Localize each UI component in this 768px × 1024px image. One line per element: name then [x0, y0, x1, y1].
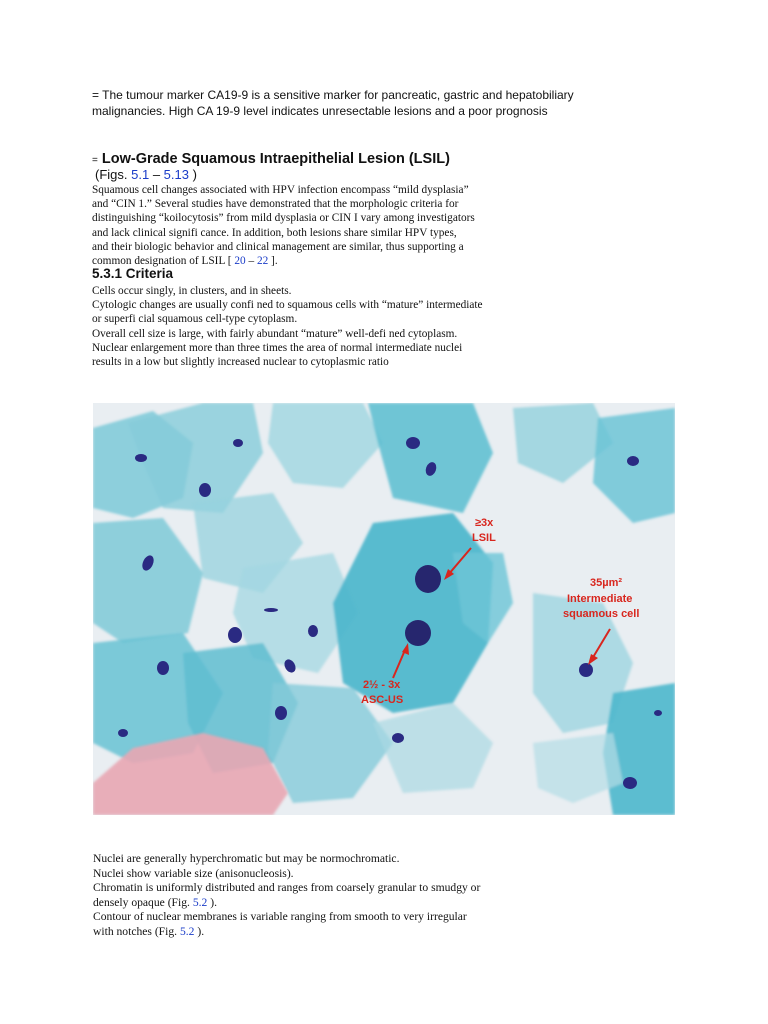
text: ).: [207, 895, 217, 909]
figure-reference: [95, 167, 197, 182]
nucleus: [157, 661, 169, 675]
label-intermediate-size: 35µm²: [590, 577, 623, 589]
paragraph-line: Nuclei are generally hyperchromatic but may be normochromatic.: [93, 852, 400, 865]
paragraph-line: Cytologic changes are usually confi ned to squamous cells with “mature” intermediate: [92, 299, 483, 312]
nucleus: [392, 733, 404, 743]
ref-link-start[interactable]: 20: [234, 255, 246, 268]
paragraph-line: Chromatin is uniformly distributed and ranges from coarsely granular to smudgy or: [93, 881, 481, 895]
paragraph-line: or superfi cial squamous cell-type cytoplasm.: [92, 313, 298, 326]
paragraph-line: Contour of nuclear membranes is variable ranging from smooth to very irregular: [93, 910, 467, 924]
text: ).: [194, 924, 205, 938]
heading-title: Low-Grade Squamous Intraepithelial Lesion (LSIL): [101, 151, 450, 167]
label-intermediate: Intermediate: [567, 593, 633, 605]
paragraph-line: results in a low but slightly increased nuclear to cytoplasmic ratio: [92, 356, 389, 369]
paragraph-line: and lack clinical signifi cance. In addition, both lesions share similar HPV types,: [92, 226, 457, 239]
lsil-nucleus: [415, 565, 441, 593]
paragraph-line: Nuclei show variable size (anisonucleosis).: [93, 866, 294, 880]
nucleus: [406, 437, 420, 449]
intro-line: malignancies. High CA 19-9 level indicates unresectable lesions and a poor prognosis: [92, 104, 548, 118]
nucleus: [308, 625, 318, 637]
paragraph-line: Cells occur singly, in clusters, and in sheets.: [92, 285, 292, 297]
figs-prefix: (Figs.: [95, 167, 132, 182]
cytology-micrograph: [93, 403, 675, 815]
nucleus: [199, 483, 211, 497]
figs-suffix: ): [188, 167, 197, 182]
nucleus: [135, 454, 147, 462]
fig-link[interactable]: 5.2: [179, 924, 195, 938]
text: common designation of LSIL [: [92, 255, 235, 268]
fig-link-end[interactable]: 5.13: [163, 167, 189, 182]
section-heading-criteria: 5.3.1 Criteria: [92, 266, 174, 281]
fig-link-start[interactable]: 5.1: [131, 167, 150, 182]
text: –: [245, 255, 257, 268]
paragraph-line: [93, 896, 563, 911]
label-ascus: ASC-US: [361, 694, 404, 706]
text: densely opaque (Fig.: [93, 895, 193, 909]
section-heading-lsil: [92, 151, 450, 167]
nucleus: [627, 456, 639, 466]
label-lsil-ratio: ≥3x: [475, 517, 494, 529]
lsil-nucleus: [405, 620, 431, 646]
paragraph-line: Overall cell size is large, with fairly abundant “mature” well-defi ned cytoplasm.: [92, 327, 458, 340]
ref-link-end[interactable]: 22: [256, 255, 269, 268]
figs-dash: –: [149, 167, 164, 182]
nucleus: [654, 710, 662, 716]
paragraph-line: distinguishing “koilocytosis” from mild dysplasia or CIN I vary among investigators: [92, 212, 475, 225]
paragraph-line: Nuclear enlargement more than three times the area of normal intermediate nuclei: [92, 341, 463, 354]
nucleus: [228, 627, 242, 643]
nucleus: [118, 729, 128, 737]
heading-bullet: =: [92, 155, 98, 166]
criteria-paragraph: [92, 284, 562, 369]
nucleus: [233, 439, 243, 447]
text: with notches (Fig.: [93, 924, 180, 938]
paragraph-line: and their biologic behavior and clinical management are similar, thus supporting a: [92, 240, 464, 253]
paragraph-line: [93, 925, 563, 940]
text: ].: [268, 255, 278, 268]
intro-paragraph: [92, 87, 692, 119]
label-squamous-cell: squamous cell: [563, 608, 640, 620]
nuclei-paragraph: [93, 852, 563, 940]
label-lsil: LSIL: [472, 532, 496, 544]
lsil-paragraph: [92, 183, 562, 268]
nucleus: [623, 777, 637, 789]
nucleus: [275, 706, 287, 720]
intermediate-nucleus: [579, 663, 593, 677]
nucleus: [264, 608, 278, 612]
paragraph-line: and “CIN 1.” Several studies have demonstrated that the morphologic criteria for: [92, 198, 459, 211]
label-ascus-ratio: 2½ - 3x: [363, 679, 401, 691]
fig-link[interactable]: 5.2: [192, 895, 208, 909]
intro-line: = The tumour marker CA19-9 is a sensitive marker for pancreatic, gastric and hepatobiliary: [92, 88, 574, 102]
paragraph-line: Squamous cell changes associated with HPV infection encompass “mild dysplasia”: [92, 184, 469, 196]
